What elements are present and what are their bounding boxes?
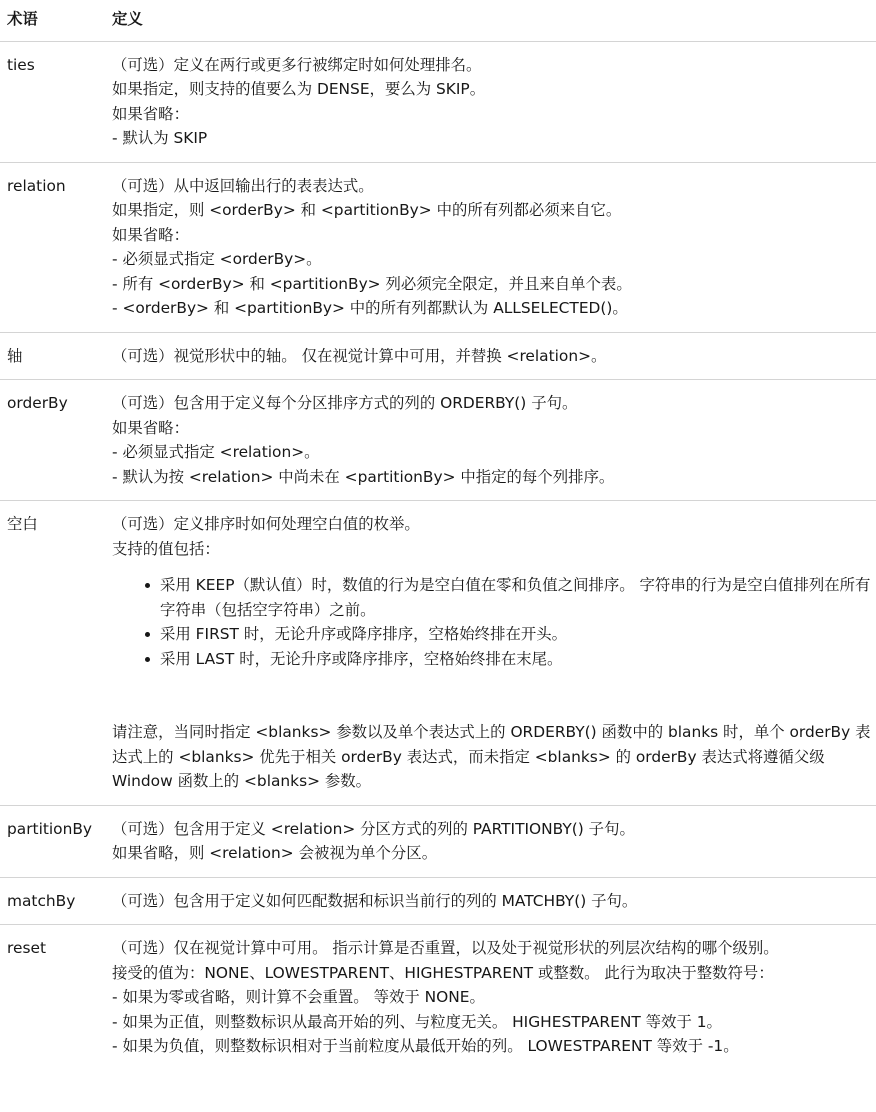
definition-line: - 默认为 SKIP	[112, 129, 208, 147]
definition-line: - 如果为正值，则整数标识从最高开始的列、与粒度无关。 HIGHESTPARENT 等效于 1。	[112, 1012, 722, 1031]
bullet-icon	[145, 657, 150, 662]
definition-line: 如果省略，则 <relation> 会被视为单个分区。	[112, 844, 438, 862]
definition-cell	[112, 332, 876, 380]
definition-line: - 所有 <orderBy> 和 <partitionBy> 列必须完全限定，并且来自单个表。	[112, 274, 632, 293]
header-term: 术语	[7, 10, 38, 28]
definition-line: - 默认为按 <relation> 中尚未在 <partitionBy> 中指定的每个列排序。	[112, 467, 615, 486]
definition-cell	[112, 925, 876, 1070]
definition-line: （可选）定义在两行或更多行被绑定时如何处理排名。	[112, 55, 482, 74]
definition-line: （可选）定义排序时如何处理空白值的枚举。	[112, 515, 420, 533]
header-definition: 定义	[112, 10, 143, 28]
term-cell: ties	[7, 55, 35, 74]
bullet-list	[112, 573, 876, 671]
table-row	[0, 332, 876, 380]
definition-line: 如果省略：	[112, 104, 189, 123]
table-row	[0, 162, 876, 332]
definition-line: 支持的值包括：	[112, 539, 220, 558]
list-item	[160, 647, 876, 672]
definition-line: 接受的值为：NONE、LOWESTPARENT、HIGHESTPARENT 或整数。 此行为取决于整数符号：	[112, 963, 774, 982]
term-cell: matchBy	[7, 891, 76, 910]
definition-cell	[112, 41, 876, 162]
table-row	[0, 501, 876, 806]
table-header-row	[0, 0, 876, 41]
definition-cell	[112, 162, 876, 332]
term-cell: partitionBy	[7, 819, 92, 838]
bullet-icon	[145, 583, 150, 588]
definition-line: （可选）包含用于定义如何匹配数据和标识当前行的列的 MATCHBY() 子句。	[112, 891, 638, 910]
definition-cell	[112, 877, 876, 925]
term-cell: orderBy	[7, 394, 68, 412]
table-row	[0, 877, 876, 925]
bullet-icon	[145, 632, 150, 637]
definition-line: - 必须显式指定 <relation>。	[112, 443, 320, 461]
table-row	[0, 41, 876, 162]
definition-line: 如果省略：	[112, 418, 189, 437]
list-item	[160, 573, 876, 622]
definition-line: 如果指定，则支持的值要么为 DENSE，要么为 SKIP。	[112, 80, 486, 98]
definition-line: - 必须显式指定 <orderBy>。	[112, 250, 322, 268]
term-cell: 空白	[7, 515, 38, 533]
term-cell: 轴	[7, 346, 23, 365]
definition-line: 如果指定，则 <orderBy> 和 <partitionBy> 中的所有列都必须来自它。	[112, 201, 622, 219]
definition-line: - <orderBy> 和 <partitionBy> 中的所有列都默认为 ALLSELECTED()。	[112, 299, 628, 317]
definition-cell	[112, 501, 876, 806]
definition-line: （可选）仅在视觉计算中可用。 指示计算是否重置，以及处于视觉形状的列层次结构的哪个级别。	[112, 939, 779, 957]
table-row	[0, 925, 876, 1070]
definition-line: 如果省略：	[112, 225, 189, 244]
definition-line: （可选）包含用于定义每个分区排序方式的列的 ORDERBY() 子句。	[112, 394, 578, 412]
definition-line: （可选）从中返回输出行的表表达式。	[112, 176, 374, 195]
table-row	[0, 380, 876, 501]
table-row	[0, 805, 876, 877]
list-item	[160, 622, 876, 647]
definition-line: （可选）包含用于定义 <relation> 分区方式的列的 PARTITIONBY() 子句。	[112, 819, 635, 838]
term-cell: relation	[7, 176, 66, 195]
blanks-note: 请注意，当同时指定 <blanks> 参数以及单个表达式上的 ORDERBY() 函数中的 blanks 时，单个 orderBy 表达式上的 <blanks> 优先于相关 orderBy 表达式，而未指定 <blanks> 的 orderBy 表达式将遵循父级 Window 函数上的 <blanks> 参数。	[112, 723, 871, 790]
list-item-text: 采用 FIRST 时，无论升序或降序排序，空格始终排在开头。	[160, 625, 568, 643]
term-cell: reset	[7, 939, 46, 957]
definition-line: （可选）视觉形状中的轴。 仅在视觉计算中可用，并替换 <relation>。	[112, 346, 607, 365]
definition-line: - 如果为零或省略，则计算不会重置。 等效于 NONE。	[112, 988, 485, 1006]
definition-line: - 如果为负值，则整数标识相对于当前粒度从最低开始的列。 LOWESTPARENT 等效于 -1。	[112, 1037, 739, 1055]
list-item-text: 采用 KEEP（默认值）时，数值的行为是空白值在零和负值之间排序。 字符串的行为是空白值排列在所有字符串（包括空字符串）之前。	[160, 576, 871, 619]
definition-cell	[112, 380, 876, 501]
definition-cell	[112, 805, 876, 877]
list-item-text: 采用 LAST 时，无论升序或降序排序，空格始终排在末尾。	[160, 649, 563, 668]
